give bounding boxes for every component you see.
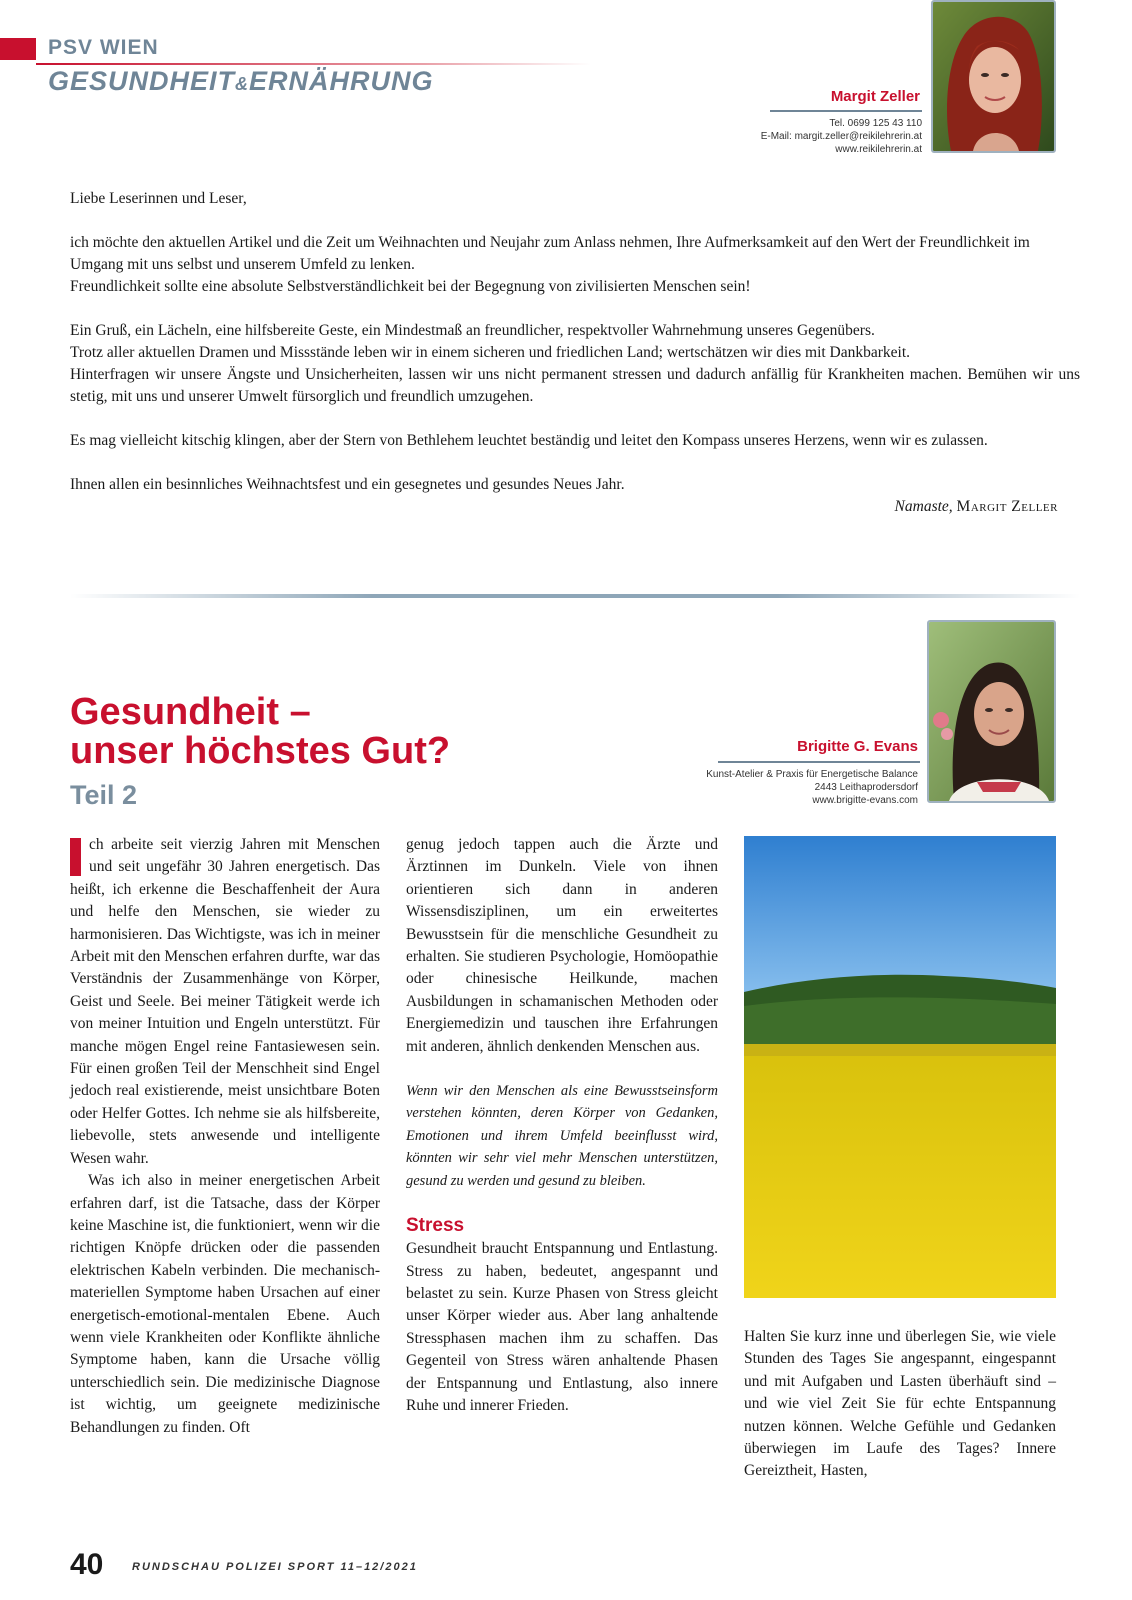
landscape-image xyxy=(744,836,1056,1298)
signature-name: Margit Zeller xyxy=(956,498,1058,515)
article-paragraph: Gesundheit braucht Entspannung und Entlastung. Stress zu haben, bedeutet, angespannt und belastet zu sein. Kurze Phasen von Stress gleicht unser Körper wieder aus. Aber lang anhaltende Stressphasen machen ihm zu schaffen. Das Gegenteil von Stress wären anhaltende Phasen der Entspannung und Entlastung, also innere Ruhe und innerer Frieden. xyxy=(406,1240,718,1414)
article-column-3 xyxy=(744,1326,1056,1483)
rubric-title: GESUNDHEIT&ERNÄHRUNG xyxy=(48,66,434,96)
letter-paragraph: Freundlichkeit sollte eine absolute Selbstverständlichkeit bei der Begegnung von zivilisierten Menschen sein! xyxy=(70,278,751,295)
magazine-footer: RUNDSCHAU POLIZEI SPORT 11–12/2021 xyxy=(132,1561,418,1573)
author1-phone: Tel. 0699 125 43 110 xyxy=(829,118,922,129)
letter-paragraph: Es mag vielleicht kitschig klingen, aber der Stern von Bethlehem leuchtet beständig und leitet den Kompass unseres Herzens, wenn wir es zulassen. xyxy=(70,432,988,449)
portrait-woman-red-hair xyxy=(933,2,1054,151)
article-column-1 xyxy=(70,834,380,1439)
pull-quote: Wenn wir den Menschen als eine Bewusstseinsform verstehen könnten, deren Körper von Gedanken, Emotionen und ihrem Umfeld beeinflusst wird, könnten wir sehr viel mehr Menschen unterstützen, gesund zu werden und gesund zu bleiben. xyxy=(406,1083,718,1189)
editorial-letter xyxy=(70,188,1080,518)
author2-website-link[interactable]: www.brigitte-evans.com xyxy=(812,795,918,806)
header-rule xyxy=(36,63,591,65)
author-rule-1 xyxy=(770,110,922,112)
article-paragraph: ch arbeite seit vierzig Jahren mit Menschen und seit ungefähr 30 Jahren energetisch. Das heißt, ich erkenne die Beschaffenheit der Aura und helfe den Menschen, sie wieder zu harmonisieren. Das Wichtigste, was ich in meiner Arbeit mit den Menschen erfahren durfte, war das Verständnis der Zusammenhänge von Körper, Geist und Seele. Bei meiner Tätigkeit werde ich von meiner Intuition und Engeln unterstützt. Für manche mögen Engel reine Fantasiewesen sein. Für einen großen Teil der Menschheit sind Engel jedoch real existierende, meist unsichtbare Boten oder Helfer Gottes. Ich nehme sie als hilfsbereite, liebevolle, stets anwesende und intelligente Wesen wahr. xyxy=(70,836,380,1167)
drop-cap-bar xyxy=(70,838,81,876)
article-paragraph: genug jedoch tappen auch die Ärzte und Ärztinnen im Dunkeln. Viele von ihnen orientieren sich dann in anderen Wissensdisziplinen, um ein erweitertes Bewusstsein für die menschliche Gesundheit zu erhalten. Sie studieren Psychologie, Homöopathie oder chinesische Heilkunde, machen Ausbildungen in schamanischen Methoden oder Energiemedizin und tauschen ihre Erfahrungen mit anderen, ähnlich denkenden Menschen aus. xyxy=(406,836,718,1055)
portrait-woman-dark-hair xyxy=(929,622,1054,801)
article-paragraph: Halten Sie kurz inne und überlegen Sie, wie viele Stunden des Tages Sie angespannt, eingespannt und mit Aufgaben und Lasten überhäuft sind – und wie viel Zeit Sie für echte Entspannung nutzen können. Welche Gefühle und Gedanken überwiegen im Laufe des Tages? Innere Gereiztheit, Hasten, xyxy=(744,1328,1056,1480)
letter-paragraph: Ihnen allen ein besinnliches Weihnachtsfest und ein gesegnetes und gesundes Neues Jahr. xyxy=(70,476,625,493)
letter-salutation: Liebe Leserinnen und Leser, xyxy=(70,190,247,207)
author-rule-2 xyxy=(718,761,920,763)
article-title: Gesundheit – unser höchstes Gut? xyxy=(70,691,451,772)
header-red-tab xyxy=(0,38,36,60)
author-photo-brigitte-evans xyxy=(927,620,1056,803)
author1-website-link[interactable]: www.reikilehrerin.at xyxy=(835,144,922,155)
page-number: 40 xyxy=(70,1548,104,1581)
article-subtitle: Teil 2 xyxy=(70,780,138,810)
letter-paragraph: Trotz aller aktuellen Dramen und Missstände leben wir in einem sicheren und friedlichen Land; wertschätzen wir dies mit Dankbarkeit. xyxy=(70,344,911,361)
section-divider xyxy=(70,594,1080,598)
stress-heading: Stress xyxy=(406,1215,465,1237)
author-name-margit-zeller: Margit Zeller xyxy=(830,88,920,105)
letter-signature: Namaste, Margit Zeller xyxy=(894,498,1058,515)
article-paragraph: Was ich also in meiner energetischen Arbeit erfahren darf, ist die Tatsache, dass der Körper keine Maschine ist, die funktioniert, wenn wir die richtigen Knöpfe drücken oder die passenden elektrischen Kabeln verbinden. Die mechanisch-materiellen Symptome haben Ursachen auf einer energetisch-emotional-mentalen Ebene. Auch wenn viele Krankheiten oder Konflikte ähnliche Symptome haben, kann die Ursache völlig unterschiedlich sein. Die medizinische Diagnose ist wichtig, um geeignete medizinische Behandlungen zu finden. Oft xyxy=(70,1172,380,1436)
section-label: PSV WIEN xyxy=(48,36,159,59)
article-column-2 xyxy=(406,834,718,1417)
rapeseed-field-photo xyxy=(744,836,1056,1298)
letter-paragraph: ich möchte den aktuellen Artikel und die Zeit um Weihnachten und Neujahr zum Anlass nehmen, Ihre Aufmerksamkeit auf den Wert der Freundlichkeit im Umgang mit uns selbst und unserem Umfeld zu lenken. xyxy=(70,234,1030,273)
author2-line1: Kunst-Atelier & Praxis für Energetische Balance xyxy=(706,769,918,780)
letter-paragraph: Ein Gruß, ein Lächeln, eine hilfsbereite Geste, ein Mindestmaß an freundlicher, respektvoller Wahrnehmung unseres Gegenübers. xyxy=(70,322,875,339)
author-photo-margit-zeller xyxy=(931,0,1056,153)
letter-paragraph: Hinterfragen wir unsere Ängste und Unsicherheiten, lassen wir uns nicht permanent stressen und dadurch anfällig für Krankheiten machen. Bemühen wir uns stetig, mit uns und unserer Umwelt fürsorglich und freundlich umzugehen. xyxy=(70,366,1080,405)
author1-email-link[interactable]: E-Mail: margit.zeller@reikilehrerin.at xyxy=(760,131,922,142)
author2-line2: 2443 Leithaprodersdorf xyxy=(814,782,918,793)
author-name-brigitte-evans: Brigitte G. Evans xyxy=(797,738,918,755)
